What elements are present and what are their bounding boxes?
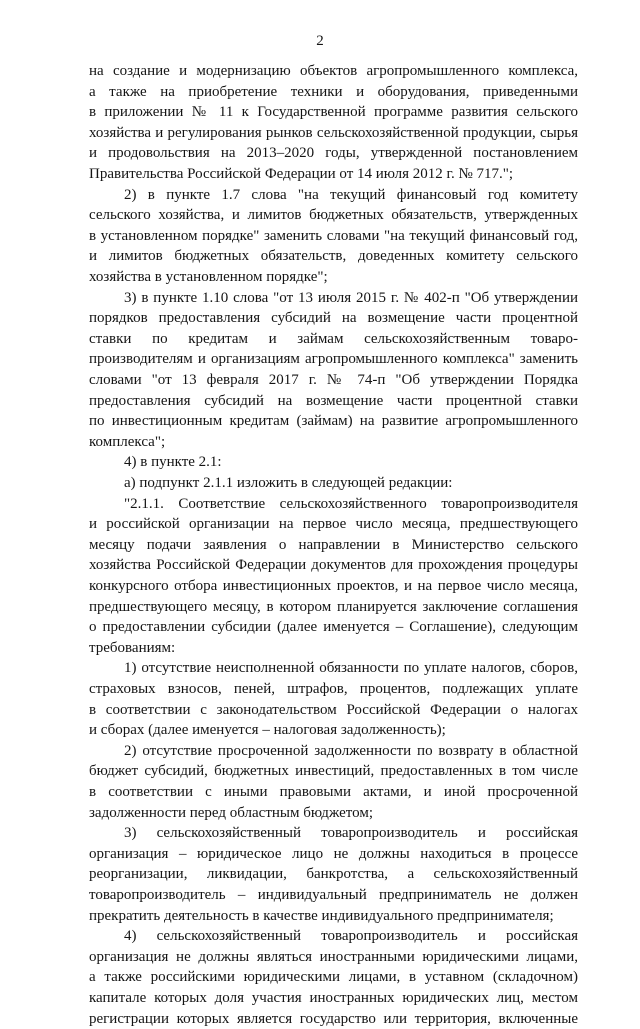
text-line: по инвестиционным кредитам (займам) на развитие агропромышленного [89,413,578,429]
text-line: требованиям: [89,640,176,656]
text-line: "2.1.1. Соответствие сельскохозяйственного товаропроизводителя [124,496,578,512]
text-line: и продовольствия на 2013–2020 годы, утвержденной постановлением [89,145,578,161]
text-line: 4) в пункте 2.1: [124,454,222,470]
text-line: организация не должны являться иностранными юридическими лицами, [89,949,578,965]
text-line: а) подпункт 2.1.1 изложить в следующей редакции: [124,475,453,491]
text-line: товаропроизводитель – индивидуальный предприниматель не должен [89,887,578,903]
text-line: 3) в пункте 1.10 слова "от 13 июля 2015 г. № 402-п "Об утверждении [124,290,578,306]
text-line: в соответствии с иными правовыми актами, и иной просроченной [89,784,578,800]
text-line: а также на приобретение техники и оборудования, приведенными [89,84,578,100]
text-line: Правительства Российской Федерации от 14 июля 2012 г. № 717."; [89,166,514,182]
text-line: в приложении № 11 к Государственной программе развития сельского [89,104,578,120]
text-line: о предоставлении субсидии (далее именуется – Соглашение), следующим [89,619,578,635]
text-line: словами "от 13 февраля 2017 г. № 74-п "Об утверждении Порядка [89,372,578,388]
text-line: капитале которых доля участия иностранных юридических лиц, местом [89,990,578,1006]
text-line: бюджет субсидий, бюджетных инвестиций, предоставленных в том числе [89,763,578,779]
text-line: предоставления субсидий на возмещение части процентной ставки [89,393,578,409]
text-line: а также российскими юридическими лицами, в уставном (складочном) [89,969,578,985]
text-line: 4) сельскохозяйственный товаропроизводитель и российская [124,928,578,944]
text-line: и лимитов бюджетных обязательств, доведенных комитету сельского [89,248,578,264]
page-number: 2 [316,33,324,49]
text-line: производителям и организациям агропромышленного комплекса" заменить [89,351,578,367]
text-line: реорганизации, ликвидации, банкротства, а сельскохозяйственный [89,866,578,882]
text-line: прекратить деятельность в качестве индивидуального предпринимателя; [89,908,554,924]
text-line: и российской организации на первое число месяца, предшествующего [89,516,578,532]
text-line: в установленном порядке" заменить словами "на текущий финансовый год, [89,228,578,244]
text-line: хозяйства в установленном порядке"; [89,269,328,285]
text-line: порядков предоставления субсидий на возмещение части процентной [89,310,578,326]
text-line: предшествующего месяцу, в котором планируется заключение соглашения [89,599,578,615]
text-line: 1) отсутствие неисполненной обязанности по уплате налогов, сборов, [124,660,578,676]
text-line: 3) сельскохозяйственный товаропроизводитель и российская [124,825,578,841]
text-line: и сборах (далее именуется – налоговая задолженность); [89,722,446,738]
text-line: в соответствии с законодательством Российской Федерации о налогах [89,702,578,718]
text-line: организация – юридическое лицо не должны находиться в процессе [89,846,578,862]
text-line: месяцу подачи заявления о направлении в Министерство сельского [89,537,578,553]
text-line: 2) отсутствие просроченной задолженности по возврату в областной [124,743,578,759]
text-line: 2) в пункте 1.7 слова "на текущий финансовый год комитету [124,187,578,203]
text-line: задолженности перед областным бюджетом; [89,805,373,821]
text-line: регистрации которых является государство или территория, включенные [89,1011,578,1027]
text-line: на создание и модернизацию объектов агропромышленного комплекса, [89,63,578,79]
text-line: сельского хозяйства, и лимитов бюджетных обязательств, утвержденных [89,207,578,223]
text-line: хозяйства Российской Федерации документов для прохождения процедуры [89,557,578,573]
text-line: ставки по кредитам и займам сельскохозяйственным товаро- [89,331,578,347]
text-line: конкурсного отбора инвестиционных проектов, и на первое число месяца, [89,578,578,594]
text-line: хозяйства и регулирования рынков сельскохозяйственной продукции, сырья [89,125,578,141]
text-line: комплекса"; [89,434,166,450]
text-line: страховых взносов, пеней, штрафов, процентов, подлежащих уплате [89,681,578,697]
